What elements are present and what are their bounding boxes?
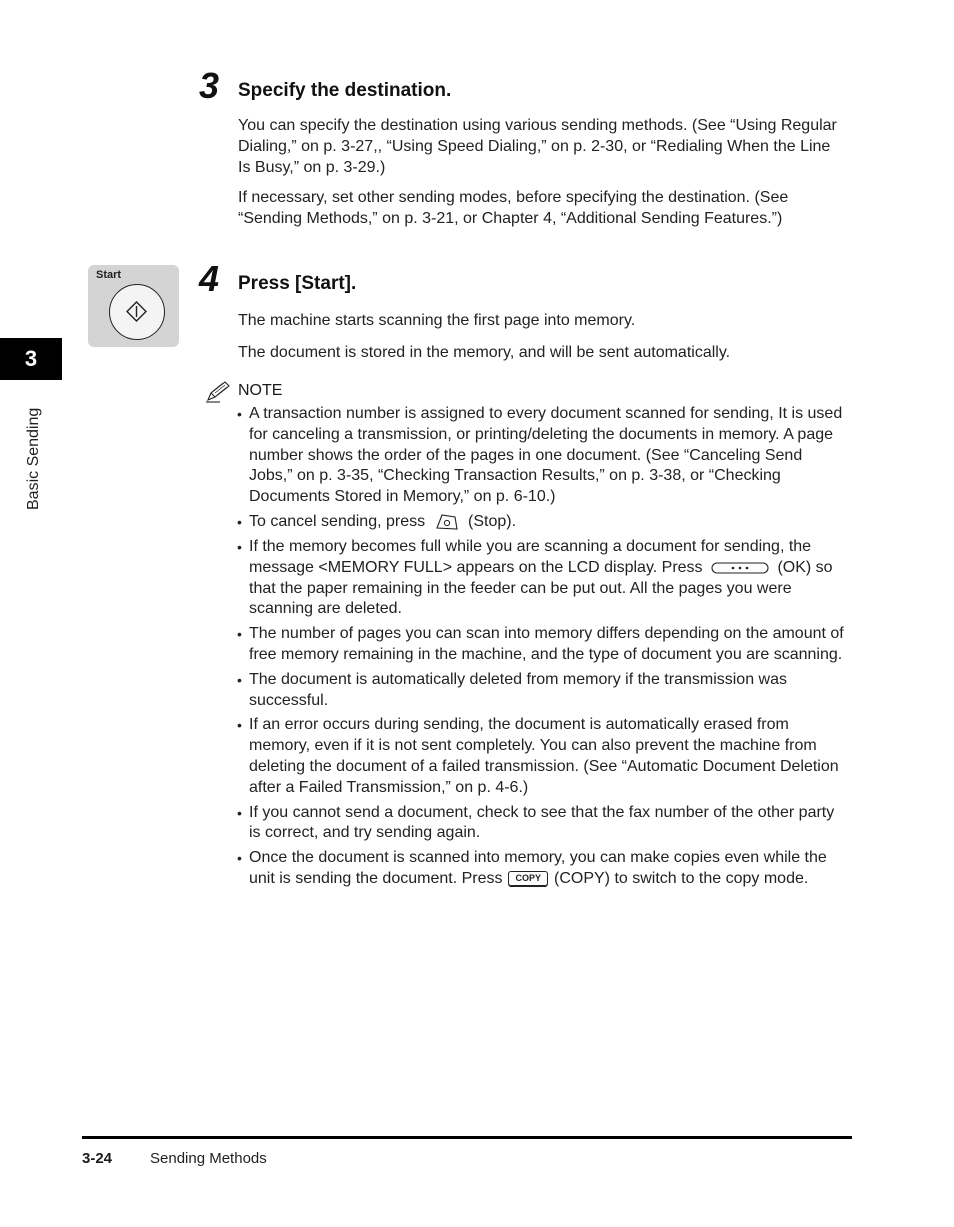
- note-item: [237, 715, 849, 798]
- step-4-paragraph-2: The document is stored in the memory, and will be sent automatically.: [238, 344, 731, 361]
- footer-section-title: Sending Methods: [150, 1150, 267, 1167]
- start-key-button: [109, 284, 165, 340]
- note-item-text: If you cannot send a document, check to see that the fax number of the other party is correct, and try sending again.: [249, 803, 835, 842]
- note-item: [237, 803, 849, 845]
- note-item-text: If the memory becomes full while you are scanning a document for sending, the message <MEMORY FULL> appears on the LCD display. Press: [249, 538, 812, 576]
- note-item-text: Once the document is scanned into memory, you can make copies even while the unit is sending the document. Press: [249, 849, 827, 887]
- copy-key-icon: COPY: [508, 871, 548, 886]
- start-diamond-icon: [110, 285, 163, 338]
- note-item: [237, 537, 849, 620]
- note-item: [237, 848, 849, 890]
- note-item-text: The number of pages you can scan into memory differs depending on the amount of free memory remaining in the machine, and the type of document you are scanning.: [249, 625, 844, 663]
- note-item-text: (COPY) to switch to the copy mode.: [554, 869, 809, 887]
- step-4-paragraph-1: The machine starts scanning the first page into memory.: [238, 312, 636, 329]
- step-3-paragraph-2: If necessary, set other sending modes, before specifying the destination. (See “Sending Methods,” on p. 3-21, or Chapter 4, “Additional Sending Features.”): [238, 189, 789, 227]
- stop-key-icon: [434, 512, 460, 532]
- note-item-text: (OK) so that the paper remaining in the feeder can be put out. All the pages you were scanning are deleted.: [249, 558, 833, 618]
- note-item-text: To cancel sending, press: [249, 513, 426, 531]
- note-item: [237, 624, 849, 666]
- note-item: [237, 512, 849, 533]
- page-number: 3-24: [82, 1150, 113, 1167]
- ok-key-icon: [711, 561, 769, 575]
- note-item-text: If an error occurs during sending, the document is automatically erased from memory, even if it is not sent completely. You can also prevent the machine from deleting the document of a failed transmission. (See “Automatic Document Deletion after a Failed Transmission,” on p. 4-6.): [249, 716, 839, 796]
- step-3-title: Specify the destination.: [238, 80, 452, 101]
- chapter-side-label: Basic Sending: [25, 407, 42, 510]
- note-item: [237, 404, 849, 508]
- chapter-tab: 3: [0, 338, 62, 380]
- step-3-paragraph-1: You can specify the destination using various sending methods. (See “Using Regular Dialing,” on p. 3-27,, “Using Speed Dialing,” on p. 2-30, or “Redialing When the Line Is Busy,” on p. 3-29.): [238, 117, 837, 176]
- footer-rule: [82, 1136, 852, 1139]
- note-list: [237, 404, 849, 894]
- pencil-note-icon: [204, 380, 232, 404]
- step-4-title: Press [Start].: [238, 273, 357, 294]
- step-3-number: 3: [199, 65, 220, 106]
- note-item: [237, 670, 849, 712]
- start-key-label: Start: [96, 269, 122, 281]
- note-item-text: A transaction number is assigned to every document scanned for sending, It is used for canceling a transmission, or printing/deleting the documents in memory. A page number shows the order of the pages in one document. (See “Canceling Send Jobs,” on p. 3-35, “Checking Transaction Results,” on p. 3-38, or “Checking Documents Stored in Memory,” on p. 6-10.): [249, 405, 843, 506]
- note-item-text: The document is automatically deleted from memory if the transmission was successful.: [249, 670, 787, 709]
- step-4-number: 4: [199, 258, 220, 299]
- note-item-text: (Stop).: [468, 513, 517, 531]
- note-label: NOTE: [238, 382, 283, 399]
